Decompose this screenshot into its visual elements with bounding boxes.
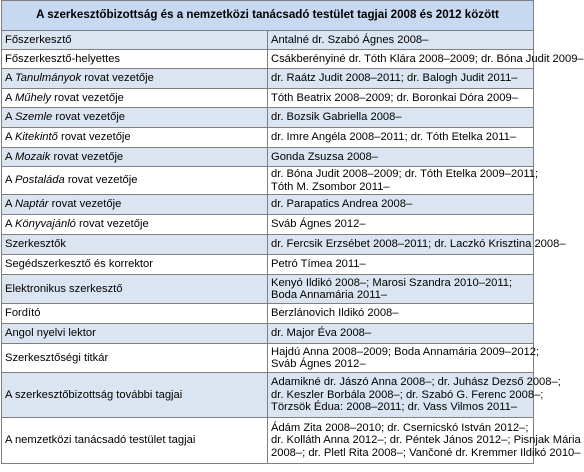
names-line: dr. Fercsik Erzsébet 2008–2011; dr. Laczkó Krisztina 2008– [271, 238, 566, 251]
role-suffix: rovat vezetője [81, 72, 154, 85]
table-row [2, 215, 534, 235]
names-cell [268, 31, 534, 50]
names-cell [268, 344, 540, 373]
names-line: Törzsök Édua: 2008–2011; dr. Vass Vilmos 2011– [271, 401, 518, 414]
names-line: Kenyó Ildikó 2008–; Marosi Szandra 2010–2011; [271, 276, 513, 289]
role-text: A [5, 72, 15, 85]
names-line: Tóth Beatrix 2008–2009; dr. Boronkai Dóra 2009– [271, 91, 518, 104]
role-cell [2, 418, 268, 464]
names-line: dr. Bozsik Gabriella 2008– [271, 111, 402, 124]
names-line: Boda Annamária 2011– [271, 289, 388, 301]
role-cell [2, 344, 268, 373]
role-suffix: rovat vezetője [64, 174, 138, 187]
table-row [2, 255, 534, 275]
role-cell [2, 148, 268, 167]
role-section-name: Műhely [14, 91, 52, 104]
names-cell [268, 235, 566, 255]
names-cell [268, 128, 534, 148]
table-body [2, 31, 584, 464]
table-row [2, 89, 534, 108]
names-cell [268, 108, 534, 128]
role-text: Szerkesztőségi titkár [5, 351, 109, 364]
role-section-name: Mozaik [14, 150, 51, 163]
names-cell [268, 69, 534, 89]
names-cell [268, 324, 534, 344]
table-title: A szerkesztőbizottság és a nemzetközi tanácsadó testület tagjai 2008 és 2012 között [2, 1, 534, 31]
names-line: Petró Tímea 2011– [271, 258, 366, 271]
board-members-table [1, 0, 584, 464]
role-text: Főszerkesztő [5, 33, 72, 46]
names-line: dr. Bóna Judit 2008–2009; dr. Tóth Etelka 2009–2011; [271, 168, 539, 180]
names-line: dr. Raátz Judit 2008–2011; dr. Balogh Judit 2011– [271, 72, 518, 85]
names-cell [268, 50, 584, 69]
table-row [2, 344, 534, 373]
table-row [2, 235, 534, 255]
role-cell [2, 167, 268, 195]
role-cell [2, 31, 268, 50]
names-line: Berzlánovich Ildikó 2008– [271, 307, 399, 320]
role-cell [2, 215, 268, 235]
role-text: Főszerkesztő-helyettes [5, 52, 121, 65]
names-line: dr. Kolláth Anna 2012–; dr. Péntek János 2012–; Pisnjak Mária [271, 434, 581, 447]
role-text: Fordító [5, 307, 41, 320]
role-suffix: rovat vezetője [48, 198, 122, 211]
role-cell [2, 255, 268, 275]
role-text: Elektronikus szerkesztő [5, 282, 123, 295]
role-cell [2, 373, 268, 418]
role-section-name: Naptár [14, 198, 49, 211]
role-text: A [5, 150, 15, 163]
role-cell [2, 195, 268, 215]
role-text: A szerkesztőbizottság további tagjai [5, 388, 183, 401]
role-section-name: Postaláda [14, 174, 65, 187]
table-row [2, 69, 534, 89]
table-row [2, 167, 534, 195]
names-line: Sváb Ágnes 2012– [271, 358, 366, 370]
names-cell [268, 148, 534, 167]
names-line: Hajdú Anna 2008–2009; Boda Annamária 2009–2012; [271, 345, 540, 358]
role-suffix: rovat vezetője [57, 131, 131, 144]
table-row [2, 195, 534, 215]
role-text: A [5, 174, 15, 187]
role-text: A nemzetközi tanácsadó testület tagjai [5, 434, 196, 447]
role-cell [2, 89, 268, 108]
names-cell [268, 215, 534, 235]
role-cell [2, 324, 268, 344]
role-text: Szerkesztők [5, 238, 66, 251]
role-section-name: Tanulmányok [14, 72, 82, 85]
role-text: A [5, 131, 15, 144]
names-line: 2008–; dr. Pletl Rita 2008–; Vančoné dr. Kremmer Ildikó 2010– [271, 446, 581, 459]
table-row [2, 128, 534, 148]
names-cell [268, 255, 534, 275]
names-line: Sváb Ágnes 2012– [271, 218, 366, 231]
role-suffix: rovat vezetője [52, 111, 126, 124]
role-text: A [5, 91, 15, 104]
table-row [2, 324, 534, 344]
role-cell [2, 235, 268, 255]
role-suffix: rovat vezetője [51, 91, 124, 104]
role-cell [2, 108, 268, 128]
names-line: dr. Imre Angéla 2008–2011; dr. Tóth Etelka 2011– [271, 131, 517, 144]
names-cell [268, 167, 539, 195]
table-row [2, 148, 534, 167]
table-row [2, 275, 534, 304]
names-cell [268, 275, 534, 304]
table-row [2, 373, 534, 418]
names-line: dr. Parapatics Andrea 2008– [271, 198, 413, 211]
names-line: Antalné dr. Szabó Ágnes 2008– [271, 33, 429, 46]
role-section-name: Könyvajánló [14, 218, 76, 231]
names-cell [268, 304, 534, 324]
role-section-name: Kitekintő [14, 131, 58, 144]
role-suffix: rovat vezetője [50, 150, 124, 163]
role-cell [2, 275, 268, 304]
table-row [2, 304, 534, 324]
names-line: Gonda Zsuzsa 2008– [271, 150, 378, 163]
role-text: A [5, 198, 15, 211]
role-text: Angol nyelvi lektor [5, 327, 96, 340]
role-cell [2, 69, 268, 89]
role-text: A [5, 111, 15, 124]
names-cell [268, 418, 581, 464]
role-cell [2, 50, 268, 69]
table-row [2, 31, 534, 50]
names-line: Adamikné dr. Jászó Anna 2008–; dr. Juhász Dezső 2008–; [271, 376, 561, 389]
names-line: Csákberényiné dr. Tóth Klára 2008–2009; dr. Bóna Judit 2009– [271, 52, 584, 65]
role-text: Segédszerkesztő és korrektor [5, 258, 153, 271]
role-cell [2, 304, 268, 324]
role-suffix: rovat vezetője [75, 218, 149, 231]
role-text: A [5, 218, 15, 231]
names-line: dr. Major Éva 2008– [271, 327, 372, 340]
table-row [2, 108, 534, 128]
names-line: Ádám Zita 2008–2010; dr. Csernicskó István 2012–; [271, 421, 529, 434]
table-row [2, 50, 534, 69]
role-section-name: Szemle [14, 111, 53, 124]
names-cell [268, 89, 534, 108]
names-line: dr. Keszler Borbála 2008–; dr. Szabó G. Ferenc 2008–; [271, 388, 544, 401]
table-row [2, 418, 534, 464]
names-cell [268, 195, 534, 215]
names-line: Tóth M. Zsombor 2011– [271, 180, 390, 193]
names-cell [268, 373, 561, 418]
role-cell [2, 128, 268, 148]
